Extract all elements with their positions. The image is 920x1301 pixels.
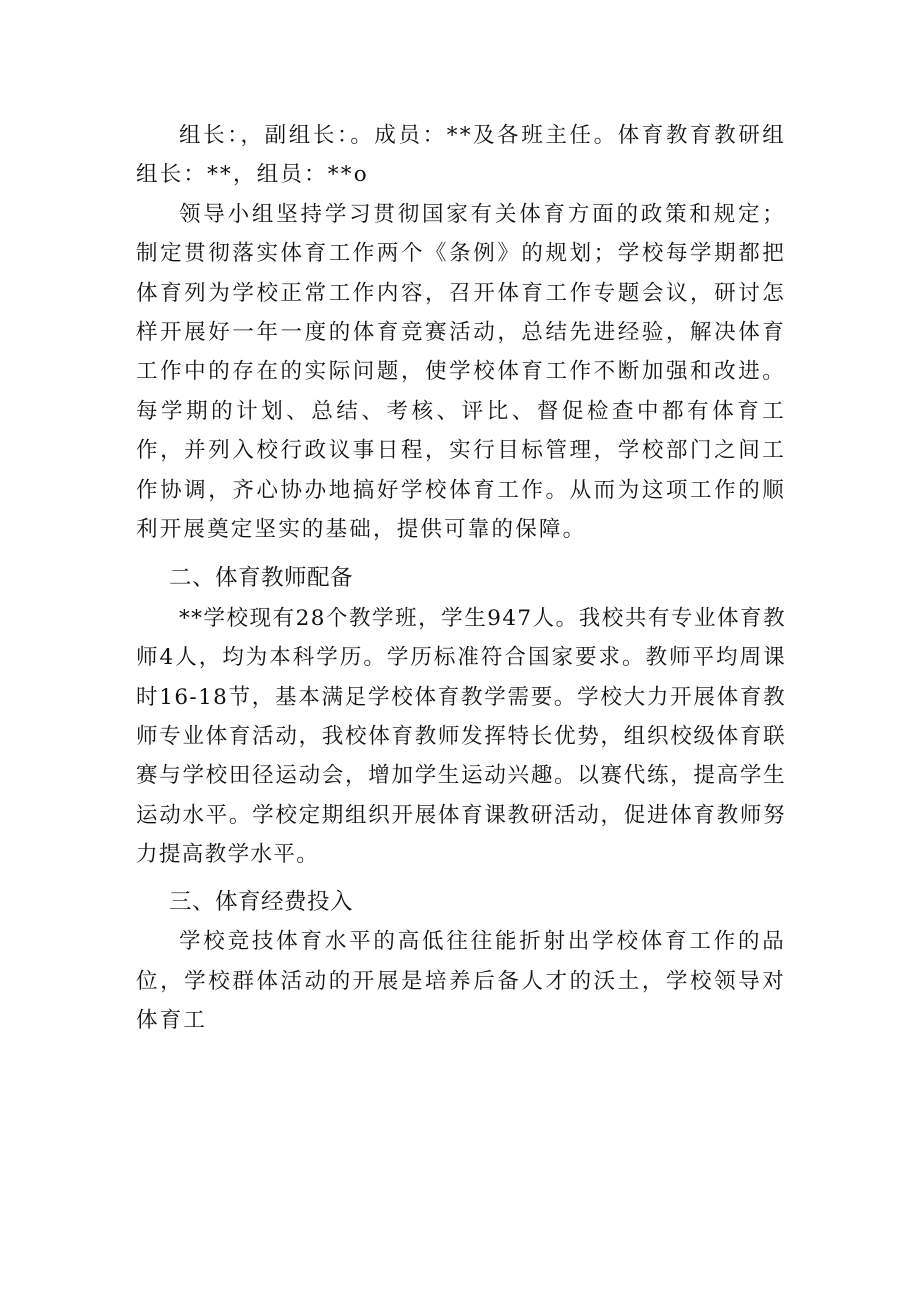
paragraph-teacher-staffing: **学校现有28个教学班，学生947人。我校共有专业体育教师4人，均为本科学历。学历标准符合国家要求。教师平均周课时16-18节，基本满足学校体育教学需要。学校大力开展体育教师专业体育活动，我校体育教师发挥特长优势，组织校级体育联赛与学校田径运动会，增加学生运动兴趣。以赛代练，提高学生运动水平。学校定期组织开展体育课教研活动，促进体育教师努力提高教学水平。	[136, 605, 786, 868]
document-body	[136, 116, 786, 1040]
paragraph-leadership-policy: 领导小组坚持学习贯彻国家有关体育方面的政策和规定；制定贯彻落实体育工作两个《条例》的规划；学校每学期都把体育列为学校正常工作内容，召开体育工作专题会议，研讨怎样开展好一年一度的体育竞赛活动，总结先进经验，解决体育工作中的存在的实际问题，使学校体育工作不断加强和改进。每学期的计划、总结、考核、评比、督促检查中都有体育工作，并列入校行政议事日程，实行目标管理，学校部门之间工作协调，齐心协办地搞好学校体育工作。从而为这项工作的顺利开展奠定坚实的基础，提供可靠的保障。	[136, 201, 786, 543]
section-heading-funding: 三、体育经费投入	[169, 888, 354, 915]
paragraph-funding: 学校竞技体育水平的高低往往能折射出学校体育工作的品位，学校群体活动的开展是培养后备人才的沃土，学校领导对体育工	[136, 929, 786, 1033]
section-heading-teacher-staffing: 二、体育教师配备	[169, 565, 354, 592]
paragraph-group-members: 组长：，副组长：。成员：**及各班主任。体育教育教研组组长：**，组员：**o	[136, 123, 786, 188]
